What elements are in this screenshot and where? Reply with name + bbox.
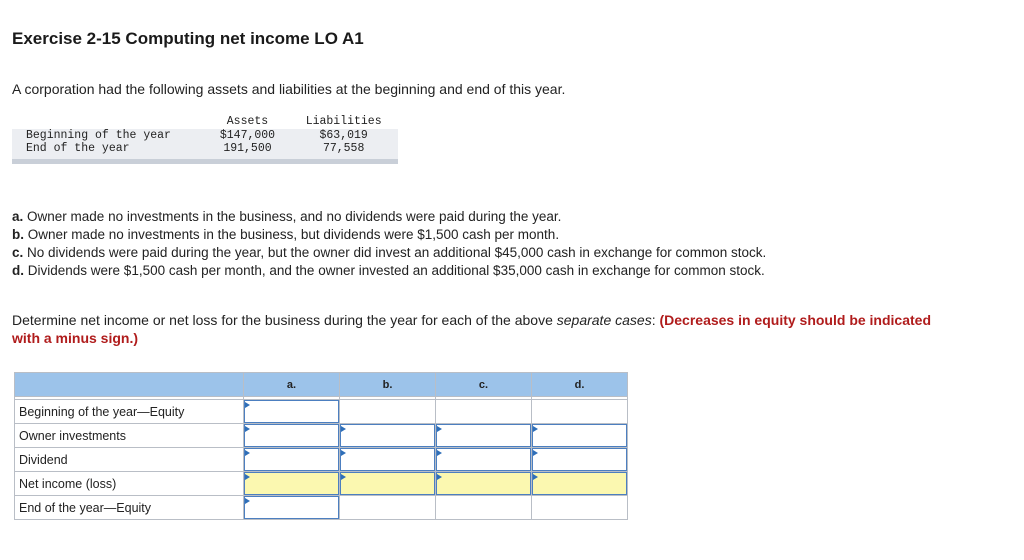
input-a-beginning-equity[interactable] — [244, 400, 340, 424]
answer-header-b: b. — [340, 373, 436, 397]
input-d-owner-investments[interactable] — [532, 424, 628, 448]
table-row — [12, 142, 398, 162]
cell-b-beginning-equity — [340, 400, 436, 424]
table-row — [15, 424, 628, 448]
input-a-dividend[interactable] — [244, 448, 340, 472]
instruction-colon: : — [651, 312, 660, 328]
case-item-a — [12, 208, 766, 226]
input-d-net-income[interactable] — [532, 472, 628, 496]
case-list — [12, 208, 766, 280]
assets-liabilities-table — [12, 113, 398, 164]
cell-d-end-equity — [532, 496, 628, 520]
intro-text: A corporation had the following assets and liabilities at the beginning and end of this year. — [12, 81, 566, 97]
input-c-dividend[interactable] — [436, 448, 532, 472]
answer-header-blank — [15, 373, 244, 397]
liabilities-value: 77,558 — [322, 142, 365, 155]
input-b-net-income[interactable] — [340, 472, 436, 496]
instruction-note: (Decreases in equity should be indicated with a minus sign.) — [12, 312, 932, 346]
cell-c-end-equity — [436, 496, 532, 520]
row-label-dividend: Dividend — [15, 448, 244, 472]
answer-header-c: c. — [436, 373, 532, 397]
input-b-owner-investments[interactable] — [340, 424, 436, 448]
input-b-dividend[interactable] — [340, 448, 436, 472]
cell-d-beginning-equity — [532, 400, 628, 424]
answer-header-a: a. — [244, 373, 340, 397]
page-title: Exercise 2-15 Computing net income LO A1 — [12, 29, 364, 48]
input-c-net-income[interactable] — [436, 472, 532, 496]
input-a-owner-investments[interactable] — [244, 424, 340, 448]
table-row — [15, 400, 628, 424]
instruction-emphasis: separate cases — [556, 312, 652, 328]
instruction-main: Determine net income or net loss for the business during the year for each of the above — [12, 312, 557, 328]
input-d-dividend[interactable] — [532, 448, 628, 472]
table-row — [12, 129, 398, 142]
table-row — [15, 472, 628, 496]
case-item-c — [12, 244, 766, 262]
input-a-end-equity[interactable] — [244, 496, 340, 520]
assets-value: 191,500 — [223, 142, 272, 155]
cell-b-end-equity — [340, 496, 436, 520]
header-blank — [12, 113, 206, 129]
row-label: Beginning of the year — [26, 129, 171, 142]
input-c-owner-investments[interactable] — [436, 424, 532, 448]
row-label-end-equity: End of the year—Equity — [15, 496, 244, 520]
assets-value: $147,000 — [219, 129, 276, 142]
case-text: Dividends were $1,500 cash per month, and the owner invested an additional $35,000 cash in exchange for common stock. — [27, 263, 765, 278]
table-row — [15, 496, 628, 520]
answer-header-d: d. — [532, 373, 628, 397]
row-label: End of the year — [26, 142, 130, 155]
case-text: Owner made no investments in the business, but dividends were $1,500 cash per month. — [27, 227, 560, 242]
row-label-net-income: Net income (loss) — [15, 472, 244, 496]
case-letter: d. — [12, 263, 24, 278]
case-item-b — [12, 226, 766, 244]
case-text: Owner made no investments in the business, and no dividends were paid during the year. — [27, 209, 562, 224]
liabilities-value: $63,019 — [319, 129, 368, 142]
row-label-owner-investments: Owner investments — [15, 424, 244, 448]
instruction-text — [12, 312, 932, 347]
answer-table — [14, 372, 628, 520]
cell-c-beginning-equity — [436, 400, 532, 424]
row-label-beginning-equity: Beginning of the year—Equity — [15, 400, 244, 424]
case-text: No dividends were paid during the year, but the owner did invest an additional $45,000 cash in exchange for common stock. — [27, 245, 767, 260]
input-a-net-income[interactable] — [244, 472, 340, 496]
case-letter: c. — [12, 245, 24, 260]
table-row — [15, 448, 628, 472]
case-letter: b. — [12, 227, 24, 242]
header-assets: Assets — [226, 115, 269, 128]
header-liabilities: Liabilities — [305, 115, 382, 128]
case-letter: a. — [12, 209, 24, 224]
case-item-d — [12, 262, 766, 280]
